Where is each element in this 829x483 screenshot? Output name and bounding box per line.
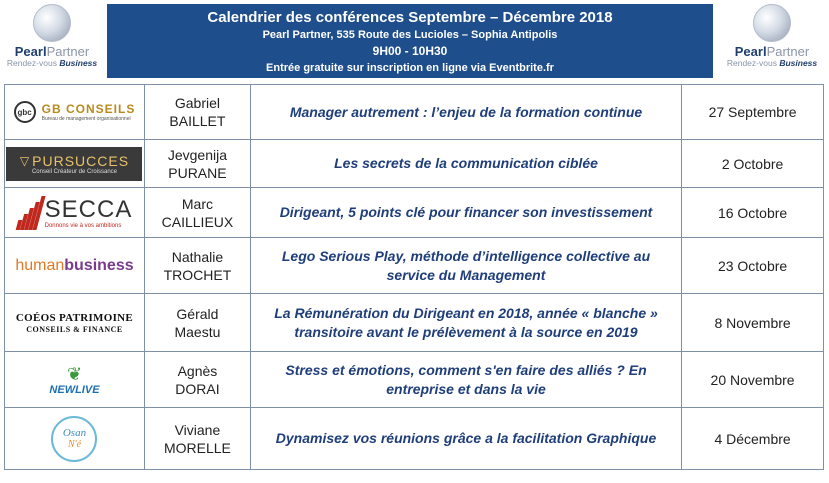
table-row <box>5 188 824 238</box>
brand-tagline: Rendez-vous Business <box>6 58 98 68</box>
logo-text: Osan <box>62 427 87 439</box>
logo-text: PURSUCCES <box>32 152 130 169</box>
speaker-logo-cell <box>5 238 145 294</box>
v-icon: ▽ <box>19 153 31 168</box>
logo-subtext: Donnons vie à vos ambitions <box>44 222 122 229</box>
table-row <box>5 238 824 294</box>
conference-topic: La Rémunération du Dirigeant en 2018, année « blanche » transitoire avant le prélèvement à la source en 2019 <box>250 294 681 352</box>
table-row <box>5 85 824 140</box>
conference-date: 23 Octobre <box>682 238 824 294</box>
table-row <box>5 140 824 188</box>
logo-text: NEWLIVE <box>49 383 100 396</box>
logo-text: business <box>64 256 134 274</box>
brand-name: PearlPartner <box>734 44 810 59</box>
conference-date: 20 Novembre <box>682 352 824 408</box>
speaker-logo-cell <box>5 140 145 188</box>
header-address: Pearl Partner, 535 Route des Lucioles – Sophia Antipolis <box>262 29 558 41</box>
conference-date: 16 Octobre <box>682 188 824 238</box>
speaker-logo-cell <box>5 408 145 470</box>
logo-subtext: Bureau de management organisationnel <box>41 116 131 122</box>
logo-text: COÉOS PATRIMOINE <box>15 311 134 324</box>
speaker-logo-cell <box>5 85 145 140</box>
logo-text: SECCA <box>44 195 133 223</box>
speaker-logo-cell <box>5 352 145 408</box>
table-row <box>5 352 824 408</box>
newlive-logo <box>34 358 114 402</box>
conference-topic: Stress et émotions, comment s'en faire des alliés ? En entreprise et dans la vie <box>250 352 681 408</box>
table-row <box>5 408 824 470</box>
header-time: 9H00 - 10H30 <box>372 44 448 58</box>
logo-subtext: CONSEILS & FINANCE <box>26 324 123 334</box>
conference-topic: Dynamisez vos réunions grâce a la facilitation Graphique <box>250 408 681 470</box>
osanne-logo <box>51 416 97 462</box>
plant-icon: ❦ <box>66 363 83 384</box>
speaker-name: Marc CAILLIEUX <box>144 188 250 238</box>
conference-topic: Dirigeant, 5 points clé pour financer son investissement <box>250 188 681 238</box>
secca-logo <box>9 191 139 235</box>
page-title: Calendrier des conférences Septembre – Décembre 2018 <box>207 9 613 26</box>
speaker-logo-cell <box>5 294 145 352</box>
conference-date: 4 Décembre <box>682 408 824 470</box>
conference-table <box>4 84 824 470</box>
pearl-partner-logo-left <box>2 4 102 74</box>
conference-topic: Manager autrement : l’enjeu de la formation continue <box>250 85 681 140</box>
speaker-name: Gabriel BAILLET <box>144 85 250 140</box>
pearl-partner-logo-right <box>722 4 822 74</box>
logo-subtext: N'é <box>67 439 82 450</box>
speaker-name: Nathalie TROCHET <box>144 238 250 294</box>
brand-name: PearlPartner <box>14 44 90 59</box>
speaker-name: Gérald Maestu <box>144 294 250 352</box>
gbc-icon: gbc <box>14 101 36 123</box>
conference-date: 8 Novembre <box>682 294 824 352</box>
conference-topic: Les secrets de la communication ciblée <box>250 140 681 188</box>
globe-icon <box>753 4 791 42</box>
coeos-patrimoine-logo <box>6 308 142 338</box>
globe-icon <box>33 4 71 42</box>
speaker-name: Agnès DORAI <box>144 352 250 408</box>
conference-topic: Lego Serious Play, méthode d’intelligence collective au service du Management <box>250 238 681 294</box>
logo-subtext: Conseil Créateur de Croissance <box>31 168 117 175</box>
table-row <box>5 294 824 352</box>
bars-icon <box>17 196 42 230</box>
header-entry: Entrée gratuite sur inscription en ligne via Eventbrite.fr <box>266 62 554 74</box>
humanbusiness-logo <box>6 251 142 281</box>
conference-date: 2 Octobre <box>682 140 824 188</box>
page-header <box>107 4 713 78</box>
pursucces-logo <box>6 147 142 181</box>
gb-conseils-logo <box>8 92 140 132</box>
speaker-name: Viviane MORELLE <box>144 408 250 470</box>
conference-date: 27 Septembre <box>682 85 824 140</box>
logo-text: human <box>15 256 65 274</box>
logo-text: GB CONSEILS <box>41 102 136 116</box>
speaker-name: Jevgenija PURANE <box>144 140 250 188</box>
speaker-logo-cell <box>5 188 145 238</box>
brand-tagline: Rendez-vous Business <box>726 58 818 68</box>
